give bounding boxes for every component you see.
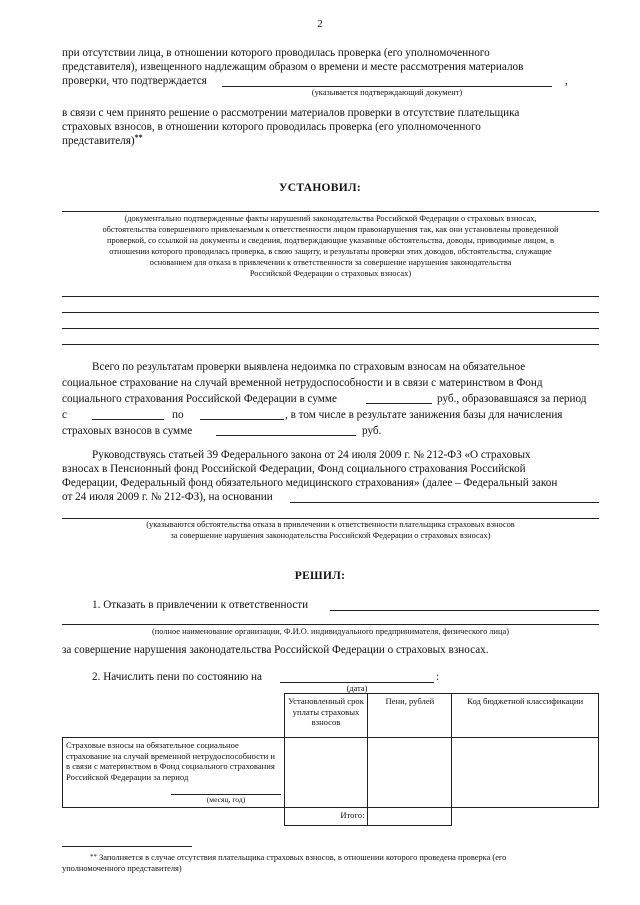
table-row-label: Страховые взносы на обязательное социальное страхование на случай временной нетрудоспособности и в связи с материнством в Фонд социального страхования Российской Федерации за период [66,740,276,782]
period-from-line [92,419,164,420]
item1-name-line-2 [62,624,599,625]
penalty-table [62,693,599,826]
table-header-penalty: Пени, рублей [368,694,452,738]
period-to-line [200,419,284,420]
table-cell-due-date[interactable] [284,738,368,808]
footnote-mark: ** [134,133,143,142]
para1-line1: при отсутствии лица, в отношении которого проводилась проверка (его уполномоченного [62,47,490,59]
table-total-spacer [452,808,599,826]
arrears-line4-end: , в том числе в результате занижения базы для начисления [285,409,563,421]
guided-caption-line2: за совершение нарушения законодательства Российской Федерации о страховых взносах) [170,531,491,540]
footnote-line2: уполномоченного представителя) [62,864,182,873]
established-caption-line4: отношении которого проводилась проверка, в свою защиту, и результаты проверки этих доводов, обстоятельства, служащие [109,247,552,256]
footnote-separator [62,846,192,847]
guided-caption [62,519,599,541]
para1-line3-end: , [565,75,568,87]
table-row-label-cell [63,738,285,808]
table-total-value[interactable] [368,808,452,826]
table-total-empty [63,808,285,826]
table-header-due-date: Установленный срок уплаты страховых взносов [284,694,368,738]
item1-name-line-1 [330,610,599,611]
established-caption-line6: Российской Федерации о страховых взносах) [249,269,412,278]
table-row-contributions [63,738,599,808]
item1-caption: (полное наименование организации, Ф.И.О. индивидуального предпринимателя, физического лица) [151,627,510,636]
guided-line3: Федерации, Федеральный фонд обязательного медицинского страхования» (далее – Федеральный закон [62,477,558,489]
page-number: 2 [317,18,323,30]
heading-established: УСТАНОВИЛ: [278,182,362,194]
blank-line-4 [62,344,599,345]
guided-line4-start: от 24 июля 2009 г. № 212-ФЗ), на основании [62,491,273,503]
table-header-kbk: Код бюджетной классификации [452,694,599,738]
item2-text: 2. Начислить пени по состоянию на [92,671,262,683]
footnote [62,852,599,874]
para1-line3-start: проверки, что подтверждается [62,75,207,87]
arrears-amount-line [366,403,432,404]
table-cell-kbk[interactable] [452,738,599,808]
table-empty-corner [63,694,285,738]
established-caption-line1: (документально подтвержденные факты нарушений законодательства Российской Федерации о страховых взносах, [124,214,537,223]
footnote-line1 [62,852,599,863]
confirm-doc-caption: (указывается подтверждающий документ) [311,88,463,97]
arrears-line2: социальное страхование на случай временной нетрудоспособности и в связи с материнством в Фонд [62,377,543,389]
arrears-line3-start: социального страхования Российской Федерации в сумме [62,393,337,405]
footnote-mark-bottom: ** [90,853,97,861]
table-row-caption: (месяц, год) [206,795,246,804]
heading-decided: РЕШИЛ: [294,570,346,582]
established-caption-line5: основанием для отказа в привлечении к ответственности за совершение нарушения законодательства [149,258,512,267]
table-total-label: Итого: [284,808,368,826]
blank-line-1 [62,296,599,297]
para2-line3 [62,134,143,149]
item1-line2: за совершение нарушения законодательства Российской Федерации о страховых взносах. [62,644,489,656]
arrears-line5-start: страховых взносов в сумме [62,425,193,437]
arrears-line4-to: по [172,409,184,421]
arrears-line3-end: руб., образовавшаяся за период [437,393,587,405]
established-caption-line2: обстоятельства совершенного привлекаемым к ответственности лицом правонарушения так, как они установлены проведенной [102,225,559,234]
established-caption-line3: проверкой, со ссылкой на документы и сведения, подтверждающие указанные обстоятельства, доводы, приводимые лицом, в [107,236,554,245]
item1-text: 1. Отказать в привлечении к ответственности [92,599,309,611]
grounds-line-1 [290,502,599,503]
arrears-line1: Всего по результатам проверки выявлена недоимка по страховым взносам на обязательное [92,361,526,373]
established-line-top [62,211,599,212]
item2-caption: (дата) [346,684,368,693]
arrears-line4-from: с [62,409,67,421]
table-total-row [63,808,599,826]
para2-line3-text: представителя) [62,135,135,147]
understatement-amount-line [216,435,356,436]
guided-line1: Руководствуясь статьей 39 Федерального закона от 24 июля 2009 г. № 212-ФЗ «О страховых [92,449,531,461]
established-caption [62,213,599,279]
guided-caption-line1: (указываются обстоятельства отказа в привлечении к ответственности плательщика страховых взносов [146,520,515,529]
guided-line2: взносах в Пенсионный фонд Российской Федерации, Фонд социального страхования Российской [62,463,526,475]
footnote-line1-text: Заполняется в случае отсутствия плательщика страховых взносов, в отношении которого проведена проверка (его [99,853,507,862]
para2-line1: в связи с чем принято решение о рассмотрении материалов проверки в отсутствие плательщика [62,107,520,119]
arrears-line5-end: руб. [362,425,382,437]
para1-line2: представителя), извещенного надлежащим образом о времени и месте рассмотрения материалов [62,61,524,73]
table-cell-penalty[interactable] [368,738,452,808]
para2-line2: страховых взносов, в отношении которого проводилась проверка (его уполномоченного [62,121,481,133]
blank-line-3 [62,328,599,329]
table-header-row [63,694,599,738]
blank-line-2 [62,312,599,313]
item2-end: : [436,671,440,683]
